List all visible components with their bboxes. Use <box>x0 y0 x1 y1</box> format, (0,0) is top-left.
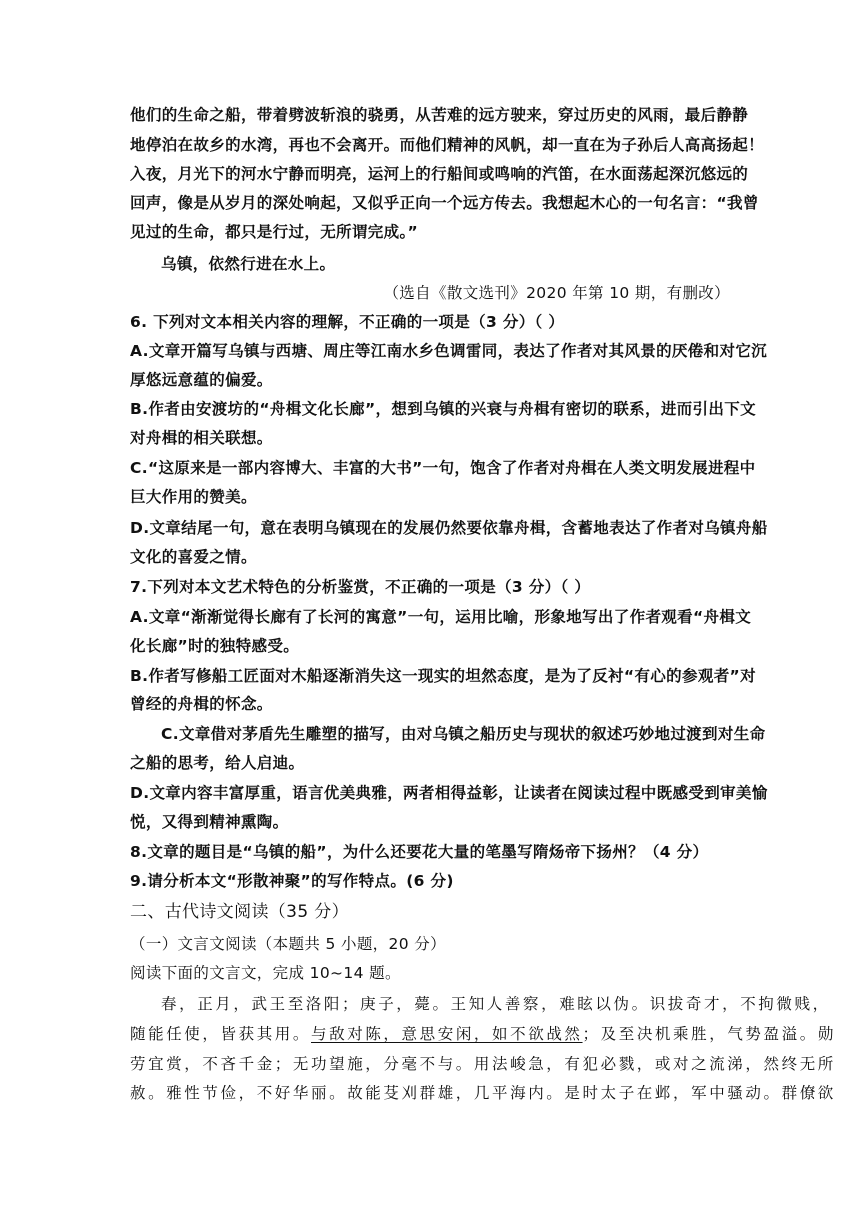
question-6-option-d-cont: 文化的喜爱之情。 <box>130 548 257 566</box>
question-6-stem: 6. 下列对文本相关内容的理解，不正确的一项是（3 分）（ ） <box>130 313 565 331</box>
question-9: 9.请分析本文“形散神聚”的写作特点。(6 分) <box>130 872 454 890</box>
section-heading: 二、古代诗文阅读（35 分） <box>130 902 349 922</box>
subsection-heading: （一）文言文阅读（本题共 5 小题，20 分） <box>130 935 446 953</box>
question-7-option-c: C.文章借对茅盾先生雕塑的描写，由对乌镇之船历史与现状的叙述巧妙地过渡到对生命 <box>161 725 766 743</box>
question-7-option-a: A.文章“渐渐觉得长廊有了长河的寓意”一句，运用比喻，形象地写出了作者观看“舟楫文 <box>130 608 752 626</box>
classical-text-line <box>130 1024 836 1044</box>
classical-text-segment: 赦。雅性节俭，不好华丽。故能芟刈群雄，几平海内。是时太子在邺，军中骚动。群僚欲 <box>130 1084 836 1102</box>
question-7-stem: 7.下列对本文艺术特色的分析鉴赏，不正确的一项是（3 分）（ ） <box>130 578 591 596</box>
passage-line: 地停泊在故乡的水湾，再也不会离开。而他们精神的风帆，却一直在为子孙后人高高扬起！ <box>130 136 765 154</box>
classical-text-segment: ；及至决机乘胜，气势盈溢。勋 <box>582 1025 836 1043</box>
underlined-sentence: 与敌对陈，意思安闲，如不欲战然 <box>311 1025 583 1043</box>
classical-text-segment: 春，正月，武王至洛阳；庚子，薨。王知人善察，难眩以伪。识拔奇才，不拘微贱， <box>161 995 831 1013</box>
classical-text-line <box>130 1083 836 1103</box>
classical-text-line <box>161 994 831 1014</box>
question-7-option-a-cont: 化长廊”时的独特感受。 <box>130 637 300 655</box>
question-7-option-d-cont: 悦，又得到精神熏陶。 <box>130 813 289 831</box>
question-6-option-b-cont: 对舟楫的相关联想。 <box>130 429 273 447</box>
passage-line: 他们的生命之船，带着劈波斩浪的骁勇，从苦难的远方驶来，穿过历史的风雨，最后静静 <box>130 106 749 124</box>
reading-instruction: 阅读下面的文言文，完成 10~14 题。 <box>130 964 401 982</box>
question-6-option-d: D.文章结尾一句，意在表明乌镇现在的发展仍然要依靠舟楫，含蓄地表达了作者对乌镇舟船 <box>130 519 768 537</box>
question-7-option-b-cont: 曾经的舟楫的怀念。 <box>130 695 273 713</box>
question-6-option-a: A.文章开篇写乌镇与西塘、周庄等江南水乡色调雷同，表达了作者对其风景的厌倦和对它沉 <box>130 342 768 360</box>
passage-line: 见过的生命，都只是行过，无所谓完成。” <box>130 223 419 241</box>
question-7-option-d: D.文章内容丰富厚重，语言优美典雅，两者相得益彰，让读者在阅读过程中既感受到审美愉 <box>130 784 768 802</box>
passage-line: 回声，像是从岁月的深处响起，又似乎正向一个远方传去。我想起木心的一句名言：“我曾 <box>130 194 759 212</box>
classical-text-segment: 劳宜赏，不吝千金；无功望施，分毫不与。用法峻急，有犯必戮，或对之流涕，然终无所 <box>130 1055 836 1073</box>
question-6-option-c-cont: 巨大作用的赞美。 <box>130 488 257 506</box>
passage-line: 入夜，月光下的河水宁静而明亮，运河上的行船间或鸣响的汽笛，在水面荡起深沉悠远的 <box>130 165 749 183</box>
source-citation: （选自《散文选刊》2020 年第 10 期，有删改） <box>383 284 730 302</box>
question-7-option-c-cont: 之船的思考，给人启迪。 <box>130 754 305 772</box>
question-6-option-c: C.“这原来是一部内容博大、丰富的大书”一句，饱含了作者对舟楫在人类文明发展进程中 <box>130 459 756 477</box>
question-8: 8.文章的题目是“乌镇的船”，为什么还要花大量的笔墨写隋炀帝下扬州？（4 分） <box>130 843 709 861</box>
classical-text-line <box>130 1054 836 1074</box>
classical-text-segment: 随能任使，皆获其用。 <box>130 1025 312 1043</box>
passage-closing-line: 乌镇，依然行进在水上。 <box>161 255 336 273</box>
question-6-option-b: B.作者由安渡坊的“舟楫文化长廊”，想到乌镇的兴衰与舟楫有密切的联系，进而引出下文 <box>130 400 756 418</box>
question-7-option-b: B.作者写修船工匠面对木船逐渐消失这一现实的坦然态度，是为了反衬“有心的参观者”对 <box>130 667 756 685</box>
question-6-option-a-cont: 厚悠远意蕴的偏爱。 <box>130 371 273 389</box>
